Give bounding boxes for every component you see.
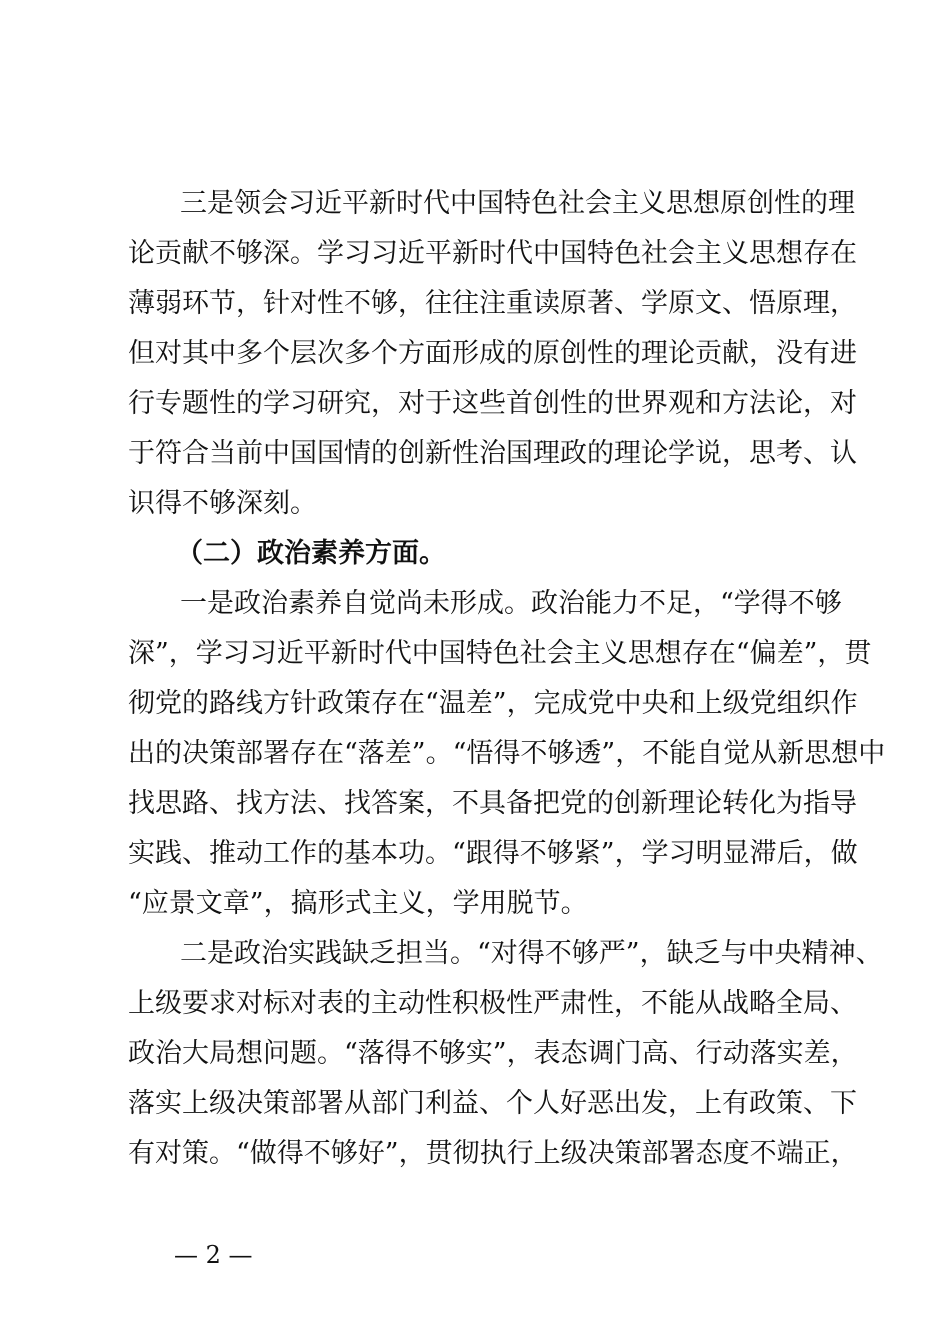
paragraph-1-line-1: 三是领会习近平新时代中国特色社会主义思想原创性的理: [180, 188, 855, 219]
paragraph-2-line-6: 实践、推动工作的基本功。“跟得不够紧”，学习明显滞后，做: [128, 838, 858, 869]
paragraph-3-line-5: 有对策。“做得不够好”，贯彻执行上级决策部署态度不端正，: [128, 1138, 858, 1169]
paragraph-1-line-3: 薄弱环节，针对性不够，往往注重读原著、学原文、悟原理，: [128, 288, 857, 319]
paragraph-3-line-3: 政治大局想问题。“落得不够实”，表态调门高、行动落实差，: [128, 1038, 858, 1069]
paragraph-2-line-1: 一是政治素养自觉尚未形成。政治能力不足，“学得不够: [180, 588, 842, 619]
page-number: — 2 —: [174, 1241, 253, 1269]
paragraph-2-line-4: 出的决策部署存在“落差”。“悟得不够透”，不能自觉从新思想中: [128, 738, 886, 769]
paragraph-2-line-5: 找思路、找方法、找答案，不具备把党的创新理论转化为指导: [128, 788, 857, 819]
section-heading: （二）政治素养方面。: [176, 538, 446, 569]
paragraph-3-line-4: 落实上级决策部署从部门利益、个人好恶出发，上有政策、下: [128, 1088, 857, 1119]
paragraph-1-line-5: 行专题性的学习研究，对于这些首创性的世界观和方法论，对: [128, 388, 857, 419]
paragraph-1-line-4: 但对其中多个层次多个方面形成的原创性的理论贡献，没有进: [128, 338, 857, 369]
paragraph-2-line-2: 深”，学习习近平新时代中国特色社会主义思想存在“偏差”，贯: [128, 638, 872, 669]
paragraph-3-line-1: 二是政治实践缺乏担当。“对得不够严”，缺乏与中央精神、: [180, 938, 883, 969]
paragraph-1-line-7: 识得不够深刻。: [128, 488, 317, 519]
paragraph-3-line-2: 上级要求对标对表的主动性积极性严肃性，不能从战略全局、: [128, 988, 857, 1019]
paragraph-2-line-3: 彻党的路线方针政策存在“温差”，完成党中央和上级党组织作: [128, 688, 858, 719]
paragraph-2-line-7: “应景文章”，搞形式主义，学用脱节。: [128, 888, 588, 919]
paragraph-1-line-6: 于符合当前中国国情的创新性治国理政的理论学说，思考、认: [128, 438, 857, 469]
paragraph-1-line-2: 论贡献不够深。学习习近平新时代中国特色社会主义思想存在: [128, 238, 857, 269]
